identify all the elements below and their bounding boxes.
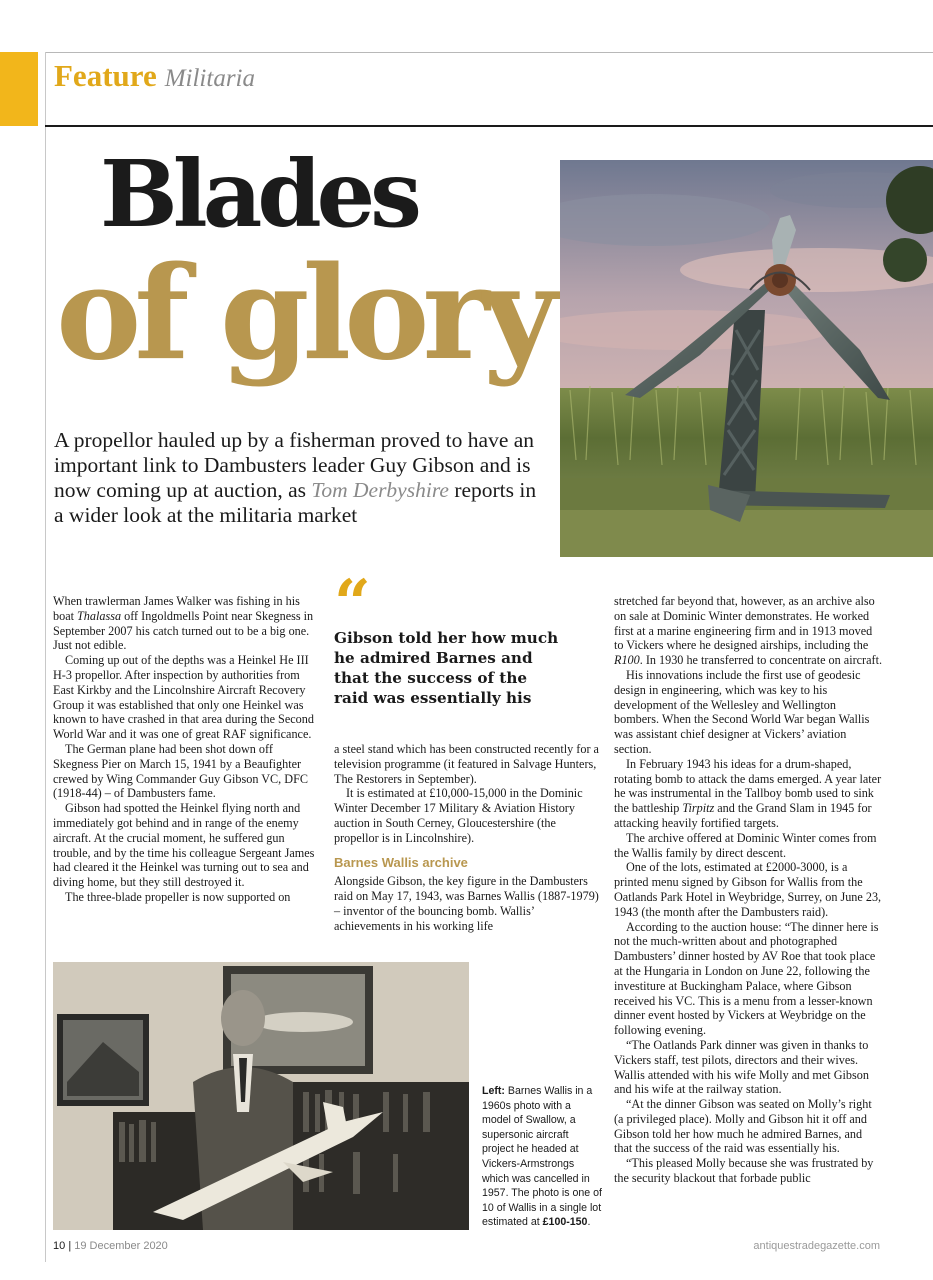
quote-mark-icon: “	[334, 566, 371, 641]
paragraph: “At the dinner Gibson was seated on Molly’s right (a privileged place). Molly and Gibson hit it off and Gibson told her how much he admired Barnes, and that the success of the raid was essentially his.	[614, 1097, 872, 1156]
paragraph	[614, 757, 882, 831]
caption-end: .	[587, 1216, 591, 1229]
paragraph-text: . In 1930 he transferred to concentrate on aircraft.	[639, 653, 883, 668]
paragraph: Gibson had spotted the Heinkel flying north and immediately got behind and in range of the enemy aircraft. At the crucial moment, he suffered gun trouble, and by the time his colleague Sergeant James had cleared it the Heinkel was turning out to sea and diving home, but they still destroyed it.	[53, 801, 315, 890]
caption-text: Barnes Wallis in a 1960s photo with a model of Swallow, a supersonic aircraft project he headed at Vickers-Armstrongs which was cancelled in 1957. The photo is one of 10 of Wallis in a single lot estimated at	[482, 1085, 602, 1229]
section-category: Militaria	[164, 65, 256, 92]
left-margin-rule	[45, 52, 46, 1262]
paragraph: “This pleased Molly because she was frustrated by the security blackout that forbade public	[614, 1156, 874, 1186]
paragraph: a steel stand which has been constructed recently for a television programme (it featured in Salvage Hunters, The Restorers in September).	[334, 742, 599, 786]
standfirst-text: A propellor hauled up by a fisherman proved to have an important link to Dambusters leader Guy Gibson and is now coming up at auction, as	[54, 428, 535, 502]
standfirst	[54, 428, 544, 528]
paragraph-text: and the Grand Slam in 1945 for attacking heavily fortified targets.	[614, 801, 872, 830]
paragraph: It is estimated at £10,000-15,000 in the Dominic Winter December 17 Military & Aviation History auction in South Cerney, Gloucestershire (the propellor is in Lincolnshire).	[334, 786, 583, 845]
body-column-2	[334, 742, 602, 934]
photo-caption	[482, 1084, 602, 1230]
paragraph	[53, 594, 321, 653]
section-label	[54, 58, 255, 94]
propeller-photo	[560, 160, 933, 557]
paragraph: “The Oatlands Park dinner was given in thanks to Vickers staff, test pilots, directors and their wives. Wallis attended with his wife Molly and met Gibson and his wife at the railway station.	[614, 1037, 869, 1097]
boat-name: Thalassa	[77, 608, 122, 623]
section-name: Feature	[54, 58, 157, 93]
footer-website: antiquestradegazette.com	[753, 1240, 880, 1252]
battleship-name: Tirpitz	[682, 801, 715, 816]
paragraph: The three-blade propeller is now supported on	[65, 889, 291, 904]
paragraph	[614, 594, 882, 668]
caption-lead: Left:	[482, 1085, 505, 1097]
headline-line-2: of glory	[56, 239, 551, 389]
paragraph: Coming up out of the depths was a Heinkel He III H-3 propellor. After inspection by authorities from East Kirkby and the Lincolnshire Aircraft Recovery Group it was established that only one Heinkel was known to have crashed in that area during the Second World War and it was one of great RAF significance.	[53, 653, 314, 742]
airship-name: R100	[614, 653, 640, 668]
body-column-3	[614, 594, 882, 1186]
standfirst-text-end: reports in a wider look at the militaria market	[54, 478, 537, 527]
paragraph-text: stretched far beyond that, however, as an archive also on sale at Dominic Winter demonstrates. He worked first at a marine engineering firm and in 1913 moved to Vickers where he designed airships, including the	[614, 594, 875, 653]
caption-estimate: £100-150	[542, 1216, 588, 1229]
paragraph: His innovations include the first use of geodesic design in engineering, which was key to his development of the Wellesley and Wellington bombers. When the Second World War began Wallis was assistant chief designer at Vickers’ aviation section.	[614, 667, 870, 756]
body-column-1	[53, 594, 321, 905]
pull-quote: Gibson told her how much he admired Barnes and that the success of the raid was essentially his	[334, 629, 559, 707]
wallis-illustration	[53, 962, 469, 1230]
section-color-tab	[0, 52, 38, 126]
wallis-photo	[53, 962, 469, 1230]
paragraph: According to the auction house: “The dinner here is not the much-written about and photographed Dambusters’ dinner hosted by AV Roe that took place at the Hungaria in London on June 22, following the investiture at Buckingham Palace, where Gibson received his VC. This is a menu from a lesser-known dinner event hosted by Vickers at Weybridge on the following evening.	[614, 919, 879, 1038]
page-number: 10	[53, 1240, 66, 1252]
paragraph-text: When trawlerman James Walker was fishing in his boat	[53, 594, 300, 623]
footer-page-info	[53, 1240, 168, 1252]
paragraph: One of the lots, estimated at £2000-3000, is a printed menu signed by Gibson for Wallis from the Oatlands Park Hotel in Weybridge, Surrey, on June 23, 1943 (the month after the Dambusters raid).	[614, 860, 882, 919]
propeller-illustration	[560, 160, 933, 557]
paragraph-text: In February 1943 his ideas for a drum-shaped, rotating bomb to attack the dams emerged. A year later he was instrumental in the Tallboy bomb used to sink the battleship	[614, 756, 882, 816]
issue-date: 19 December 2020	[74, 1240, 168, 1252]
headline-line-1: Blades	[100, 140, 417, 248]
paragraph: The German plane had been shot down off Skegness Pier on March 15, 1941 by a Beaufighter crewed by Wing Commander Guy Gibson VC, DFC (1918-44) – of Dambusters fame.	[53, 741, 308, 801]
footer-separator: |	[68, 1240, 72, 1252]
paragraph-text: off Ingoldmells Point near Skegness in September 2007 his catch turned out to be a big one. Just not edible.	[53, 608, 314, 653]
paragraph: The archive offered at Dominic Winter comes from the Wallis family by direct descent.	[614, 830, 877, 860]
paragraph: Alongside Gibson, the key figure in the Dambusters raid on May 17, 1943, was Barnes Wallis (1887-1979) – inventor of the bouncing bomb. Wallis’ achievements in his working life	[334, 874, 599, 933]
subheading: Barnes Wallis archive	[334, 854, 468, 870]
header-rule	[45, 125, 933, 127]
author-byline: Tom Derbyshire	[311, 478, 449, 502]
top-rule	[45, 52, 933, 53]
